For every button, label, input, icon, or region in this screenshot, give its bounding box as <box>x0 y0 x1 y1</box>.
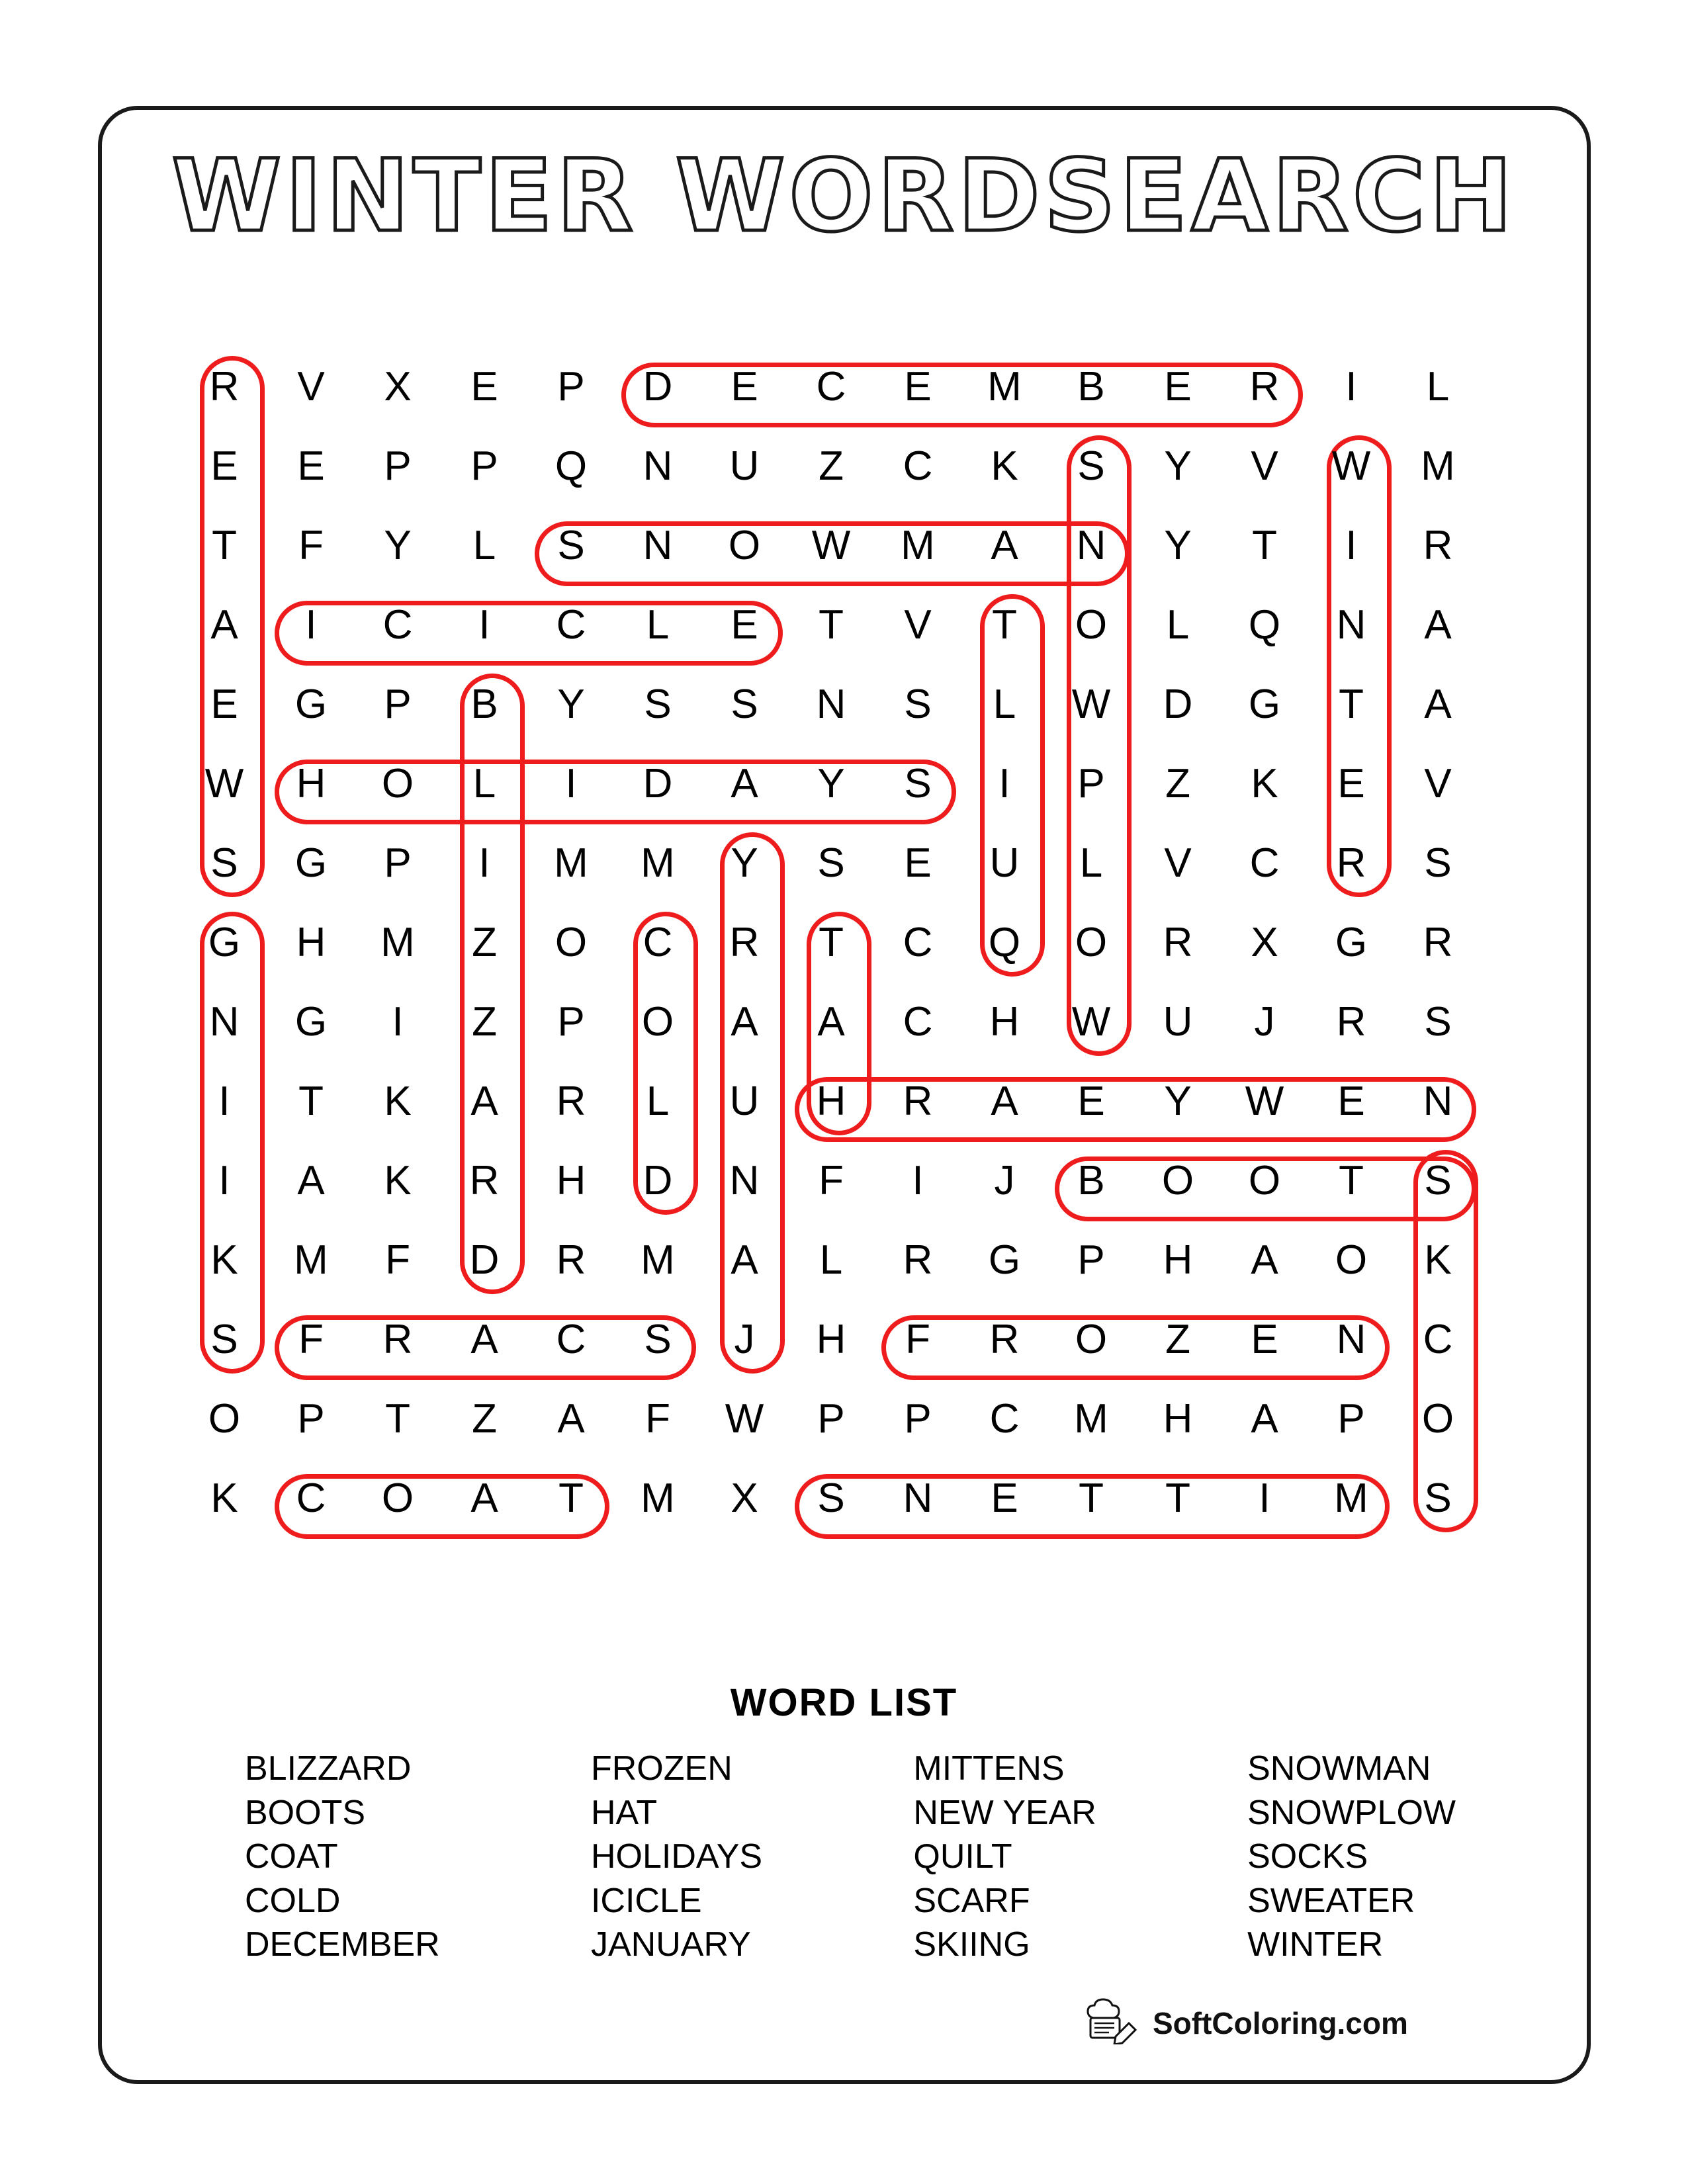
grid-letter: J <box>994 1158 1015 1203</box>
grid-letter: K <box>991 443 1018 489</box>
word-list-item: BOOTS <box>245 1793 366 1832</box>
grid-letter: Y <box>557 681 585 727</box>
word-list-item: MITTENS <box>913 1749 1065 1788</box>
word-highlight <box>200 912 265 1374</box>
word-list-item: SNOWMAN <box>1247 1749 1431 1788</box>
word-list-item: QUILT <box>913 1837 1012 1876</box>
grid-letter: N <box>643 523 673 568</box>
grid-letter: A <box>1424 602 1452 648</box>
grid-letter: I <box>218 1158 230 1203</box>
grid-letter: I <box>392 999 404 1045</box>
grid-letter: O <box>1421 1396 1454 1442</box>
grid-letter: E <box>731 602 758 648</box>
grid-letter: T <box>212 523 237 568</box>
grid-letter: B <box>1077 1158 1105 1203</box>
word-list-item: SNOWPLOW <box>1247 1793 1456 1832</box>
grid-letter: N <box>1336 1317 1366 1362</box>
grid-letter: A <box>817 999 845 1045</box>
grid-letter: Y <box>1164 443 1192 489</box>
word-highlight <box>1327 435 1392 897</box>
grid-letter: I <box>218 1078 230 1124</box>
grid-letter: V <box>904 602 932 648</box>
grid-letter: C <box>1423 1317 1453 1362</box>
grid-letter: G <box>1335 920 1368 965</box>
grid-letter: E <box>904 840 932 886</box>
grid-letter: D <box>643 761 673 807</box>
grid-letter: G <box>294 999 328 1045</box>
grid-letter: M <box>901 523 935 568</box>
grid-letter: E <box>297 443 325 489</box>
grid-letter: O <box>1075 920 1108 965</box>
grid-letter: R <box>1249 364 1280 410</box>
grid-letter: R <box>729 920 760 965</box>
grid-letter: R <box>1336 840 1366 886</box>
grid-letter: Y <box>817 761 845 807</box>
grid-letter: L <box>472 523 496 568</box>
grid-letter: R <box>469 1158 500 1203</box>
grid-letter: R <box>1423 920 1453 965</box>
grid-letter: T <box>385 1396 410 1442</box>
grid-letter: M <box>641 1475 675 1521</box>
grid-letter: G <box>294 840 328 886</box>
grid-letter: O <box>641 999 674 1045</box>
grid-letter: L <box>819 1237 843 1283</box>
grid-letter: S <box>644 1317 672 1362</box>
grid-letter: O <box>555 920 588 965</box>
word-list-item: NEW YEAR <box>913 1793 1096 1832</box>
grid-letter: H <box>556 1158 586 1203</box>
grid-letter: L <box>646 602 670 648</box>
grid-letter: X <box>731 1475 758 1521</box>
grid-letter: M <box>1421 443 1455 489</box>
word-list-item: JANUARY <box>590 1925 751 1964</box>
grid-letter: D <box>643 1158 673 1203</box>
grid-letter: C <box>903 920 933 965</box>
grid-letter: C <box>903 443 933 489</box>
grid-letter: S <box>644 681 672 727</box>
grid-letter: Z <box>472 1396 497 1442</box>
grid-letter: A <box>991 523 1018 568</box>
grid-letter: I <box>565 761 577 807</box>
grid-letter: Y <box>731 840 758 886</box>
grid-letter: N <box>729 1158 760 1203</box>
grid-letter: C <box>1249 840 1280 886</box>
grid-letter: M <box>380 920 415 965</box>
grid-letter: P <box>297 1396 325 1442</box>
word-list-item: HOLIDAYS <box>590 1837 763 1876</box>
grid-letter: W <box>1071 681 1111 727</box>
grid-letter: A <box>1251 1396 1278 1442</box>
grid-letter: G <box>208 920 241 965</box>
grid-letter: S <box>817 1475 845 1521</box>
grid-letter: M <box>554 840 588 886</box>
word-list-item: ICICLE <box>590 1881 702 1920</box>
grid-letter: M <box>1334 1475 1368 1521</box>
coloring-book-icon <box>1085 1998 1142 2048</box>
grid-letter: V <box>1424 761 1452 807</box>
word-list-item: SOCKS <box>1247 1837 1368 1876</box>
grid-letter: R <box>1336 999 1366 1045</box>
grid-letter: X <box>384 364 412 410</box>
grid-letter: E <box>1337 1078 1365 1124</box>
grid-letter: N <box>1336 602 1366 648</box>
grid-letter: O <box>1075 1317 1108 1362</box>
grid-letter: N <box>1423 1078 1453 1124</box>
grid-letter: F <box>905 1317 930 1362</box>
grid-letter: S <box>557 523 585 568</box>
grid-letter: H <box>296 761 326 807</box>
grid-letter: C <box>903 999 933 1045</box>
grid-letter: U <box>989 840 1020 886</box>
grid-letter: R <box>903 1237 933 1283</box>
grid-letter: H <box>816 1317 846 1362</box>
grid-letter: P <box>817 1396 845 1442</box>
grid-letter: U <box>729 1078 760 1124</box>
grid-letter: O <box>1075 602 1108 648</box>
grid-letter: S <box>1424 1475 1452 1521</box>
grid-letter: D <box>643 364 673 410</box>
grid-letter: A <box>731 999 758 1045</box>
grid-letter: M <box>641 840 675 886</box>
grid-letter: I <box>912 1158 924 1203</box>
word-list-item: SWEATER <box>1247 1881 1415 1920</box>
grid-letter: E <box>1077 1078 1105 1124</box>
grid-letter: C <box>382 602 413 648</box>
grid-letter: Q <box>555 443 588 489</box>
word-list-item: DECEMBER <box>245 1925 440 1964</box>
grid-letter: N <box>903 1475 933 1521</box>
grid-letter: B <box>470 681 498 727</box>
grid-letter: T <box>1165 1475 1190 1521</box>
grid-letter: F <box>645 1396 670 1442</box>
grid-letter: G <box>988 1237 1021 1283</box>
grid-letter: Q <box>988 920 1021 965</box>
grid-letter: A <box>1424 681 1452 727</box>
grid-letter: S <box>1077 443 1105 489</box>
grid-letter: M <box>294 1237 328 1283</box>
grid-letter: V <box>1251 443 1278 489</box>
grid-letter: F <box>298 1317 324 1362</box>
grid-letter: W <box>1071 999 1111 1045</box>
grid-letter: E <box>1164 364 1192 410</box>
grid-letter: I <box>999 761 1010 807</box>
grid-letter: Z <box>1165 761 1190 807</box>
grid-letter: G <box>1248 681 1281 727</box>
grid-letter: A <box>557 1396 585 1442</box>
grid-letter: O <box>1335 1237 1368 1283</box>
grid-letter: H <box>1163 1237 1193 1283</box>
grid-letter: O <box>1161 1158 1194 1203</box>
grid-letter: E <box>470 364 498 410</box>
grid-letter: W <box>1331 443 1371 489</box>
grid-letter: T <box>1339 1158 1364 1203</box>
grid-letter: D <box>469 1237 500 1283</box>
word-list-item: COLD <box>245 1881 341 1920</box>
grid-letter: O <box>208 1396 241 1442</box>
grid-letter: S <box>210 840 238 886</box>
grid-letter: K <box>384 1078 412 1124</box>
word-highlight <box>275 601 783 666</box>
word-list-heading: WORD LIST <box>730 1681 958 1724</box>
word-list-column <box>1247 1747 1456 1967</box>
grid-letter: A <box>1251 1237 1278 1283</box>
grid-letter: R <box>209 364 240 410</box>
grid-letter: N <box>209 999 240 1045</box>
grid-letter: R <box>903 1078 933 1124</box>
grid-letter: A <box>731 761 758 807</box>
grid-letter: N <box>643 443 673 489</box>
grid-letter: R <box>556 1078 586 1124</box>
grid-letter: L <box>1079 840 1103 886</box>
grid-letter: F <box>385 1237 410 1283</box>
grid-letter: E <box>991 1475 1018 1521</box>
grid-letter: E <box>1337 761 1365 807</box>
word-list-item: SKIING <box>913 1925 1030 1964</box>
grid-letter: S <box>210 1317 238 1362</box>
grid-letter: A <box>470 1078 498 1124</box>
grid-letter: S <box>1424 840 1452 886</box>
word-list-column <box>913 1747 1096 1967</box>
word-list-item: SCARF <box>913 1881 1030 1920</box>
grid-letter: A <box>470 1317 498 1362</box>
grid-letter: S <box>1424 1158 1452 1203</box>
word-list-item: BLIZZARD <box>245 1749 412 1788</box>
grid-letter: R <box>989 1317 1020 1362</box>
grid-letter: T <box>1252 523 1277 568</box>
word-list-column <box>591 1747 762 1967</box>
grid-letter: C <box>643 920 673 965</box>
grid-letter: Z <box>819 443 844 489</box>
grid-letter: Z <box>472 920 497 965</box>
grid-letter: T <box>558 1475 584 1521</box>
grid-letter: P <box>1077 1237 1105 1283</box>
word-list-column <box>245 1747 440 1967</box>
grid-letter: Y <box>384 523 412 568</box>
grid-letter: P <box>1337 1396 1365 1442</box>
grid-letter: W <box>204 761 244 807</box>
grid-letter: K <box>1424 1237 1452 1283</box>
grid-letter: A <box>297 1158 325 1203</box>
grid-letter: O <box>381 761 414 807</box>
grid-letter: Y <box>1164 1078 1192 1124</box>
grid-letter: P <box>384 443 412 489</box>
grid-letter: W <box>1245 1078 1284 1124</box>
grid-letter: L <box>993 681 1016 727</box>
grid-letter: Z <box>472 999 497 1045</box>
grid-letter: N <box>1076 523 1106 568</box>
grid-letter: M <box>987 364 1022 410</box>
footer-logo[interactable] <box>1085 1998 1408 2048</box>
grid-letter: H <box>816 1078 846 1124</box>
grid-letter: U <box>1163 999 1193 1045</box>
grid-letter: A <box>470 1475 498 1521</box>
grid-letter: J <box>734 1317 755 1362</box>
grid-letter: S <box>904 681 932 727</box>
wordsearch-grid[interactable] <box>192 357 1502 1621</box>
grid-letter: Y <box>1164 523 1192 568</box>
page-title: WINTER WORDSEARCH <box>171 139 1517 254</box>
grid-letter: K <box>210 1237 238 1283</box>
grid-letter: H <box>989 999 1020 1045</box>
grid-letter: C <box>296 1475 326 1521</box>
grid-letter: E <box>1251 1317 1278 1362</box>
grid-letter: S <box>904 761 932 807</box>
grid-letter: T <box>1339 681 1364 727</box>
grid-letter: S <box>731 681 758 727</box>
grid-letter: E <box>904 364 932 410</box>
word-highlight <box>881 1315 1390 1380</box>
word-list-item: WINTER <box>1247 1925 1384 1964</box>
word-list <box>245 1747 1456 1967</box>
grid-letter: I <box>1345 364 1357 410</box>
grid-letter: Z <box>1165 1317 1190 1362</box>
grid-letter: J <box>1254 999 1275 1045</box>
grid-letter: V <box>1164 840 1192 886</box>
grid-letter: T <box>819 602 844 648</box>
grid-letter: R <box>382 1317 413 1362</box>
grid-letter: P <box>557 999 585 1045</box>
grid-letter: G <box>294 681 328 727</box>
grid-letter: F <box>298 523 324 568</box>
grid-letter: P <box>384 840 412 886</box>
grid-letter: K <box>1251 761 1278 807</box>
grid-letter: I <box>1345 523 1357 568</box>
grid-letter: T <box>298 1078 324 1124</box>
grid-inner <box>192 357 1502 1621</box>
grid-letter: F <box>819 1158 844 1203</box>
grid-letter: L <box>472 761 496 807</box>
grid-letter: O <box>1248 1158 1281 1203</box>
grid-letter: E <box>210 681 238 727</box>
grid-letter: K <box>210 1475 238 1521</box>
grid-letter: L <box>1426 364 1450 410</box>
grid-letter: W <box>725 1396 764 1442</box>
grid-letter: A <box>991 1078 1018 1124</box>
grid-letter: A <box>731 1237 758 1283</box>
grid-letter: H <box>1163 1396 1193 1442</box>
grid-letter: M <box>1074 1396 1108 1442</box>
grid-letter: X <box>1251 920 1278 965</box>
word-list-item: COAT <box>245 1837 338 1876</box>
grid-letter: L <box>646 1078 670 1124</box>
grid-letter: K <box>384 1158 412 1203</box>
grid-letter: T <box>1079 1475 1104 1521</box>
grid-letter: U <box>729 443 760 489</box>
grid-letter: C <box>989 1396 1020 1442</box>
grid-letter: P <box>904 1396 932 1442</box>
grid-letter: P <box>1077 761 1105 807</box>
grid-letter: E <box>210 443 238 489</box>
word-list-item: HAT <box>590 1793 658 1832</box>
grid-letter: C <box>816 364 846 410</box>
grid-letter: C <box>556 602 586 648</box>
grid-letter: L <box>1166 602 1190 648</box>
grid-letter: M <box>641 1237 675 1283</box>
grid-letter: E <box>731 364 758 410</box>
grid-letter: P <box>470 443 498 489</box>
word-list-item: FROZEN <box>590 1749 733 1788</box>
grid-letter: I <box>478 602 490 648</box>
grid-letter: S <box>1424 999 1452 1045</box>
grid-letter: T <box>819 920 844 965</box>
grid-letter: B <box>1077 364 1105 410</box>
grid-letter: D <box>1163 681 1193 727</box>
grid-letter: S <box>817 840 845 886</box>
grid-letter: V <box>297 364 325 410</box>
grid-letter: R <box>1163 920 1193 965</box>
grid-letter: P <box>384 681 412 727</box>
grid-letter: I <box>478 840 490 886</box>
grid-letter: O <box>728 523 761 568</box>
grid-letter: N <box>816 681 846 727</box>
grid-letter: A <box>210 602 238 648</box>
grid-letter: P <box>557 364 585 410</box>
grid-letter: C <box>556 1317 586 1362</box>
grid-letter: Q <box>1248 602 1281 648</box>
grid-letter: I <box>305 602 317 648</box>
grid-letter: H <box>296 920 326 965</box>
grid-letter: R <box>1423 523 1453 568</box>
grid-letter: I <box>1259 1475 1270 1521</box>
grid-letter: R <box>556 1237 586 1283</box>
brand-name: SoftColoring.com <box>1153 2005 1408 2040</box>
grid-letter: O <box>381 1475 414 1521</box>
grid-letter: T <box>992 602 1017 648</box>
grid-letter: W <box>811 523 851 568</box>
